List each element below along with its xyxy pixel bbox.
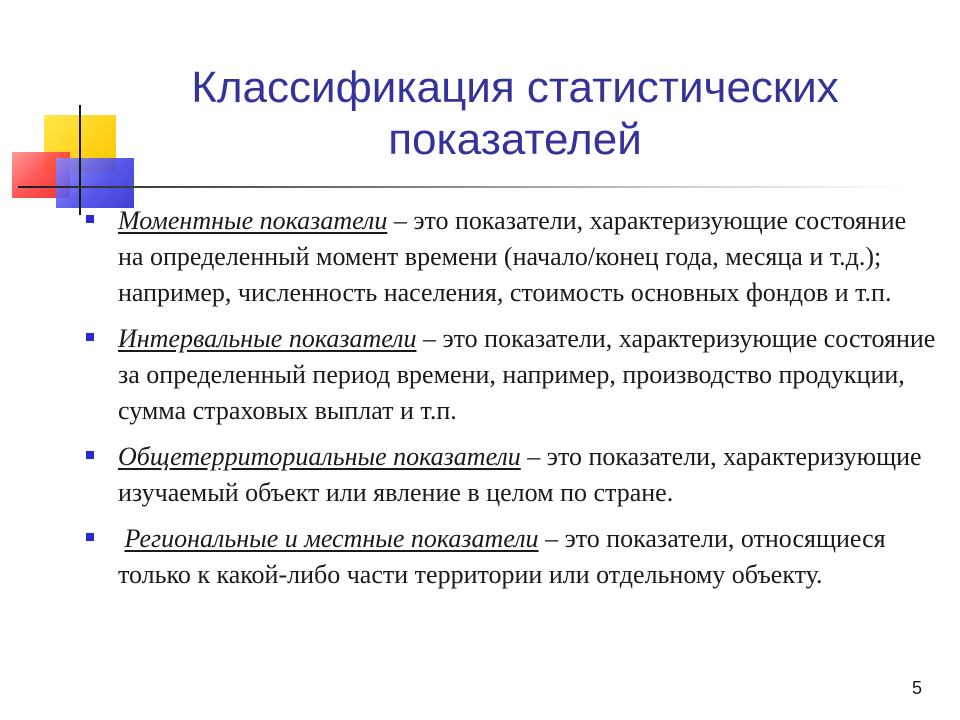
- bullet-list: [86, 203, 936, 603]
- bullet-item-territorial: [86, 439, 936, 511]
- term-interval: Интервальные показатели: [118, 324, 417, 353]
- square-bullet-icon: [86, 451, 94, 459]
- title-divider-line: [18, 186, 910, 188]
- term-moment: Моментные показатели: [118, 206, 388, 235]
- definition-territorial: – это показатели, характеризующие изучаемый объект или явление в целом по стране.: [118, 442, 922, 507]
- term-regional: Региональные и местные показатели: [124, 524, 539, 553]
- square-bullet-icon: [86, 215, 94, 223]
- logo-vertical-line: [79, 105, 81, 215]
- bullet-item-regional: [86, 521, 936, 593]
- page-number: 5: [912, 678, 923, 698]
- square-bullet-icon: [86, 333, 94, 341]
- definition-regional: – это показатели, относящиеся только к какой-либо части территории или отдельному объекту.: [118, 524, 886, 589]
- slide-title: Классификация статистических показателей: [191, 63, 839, 164]
- term-territorial: Общетерриториальные показатели: [118, 442, 521, 471]
- definition-interval: – это показатели, характеризующие состояние за определенный период времени, например, производство продукции, сумма страховых выплат и т.п.: [118, 324, 936, 425]
- square-bullet-icon: [86, 533, 94, 541]
- bullet-item-interval: [86, 321, 936, 429]
- logo-blue-square: [56, 158, 134, 208]
- definition-moment: – это показатели, характеризующие состояние на определенный момент времени (начало/конец года, месяца и т.д.); например, численность населения, стоимость основных фондов и т.п.: [118, 206, 907, 307]
- bullet-item-moment: [86, 203, 936, 311]
